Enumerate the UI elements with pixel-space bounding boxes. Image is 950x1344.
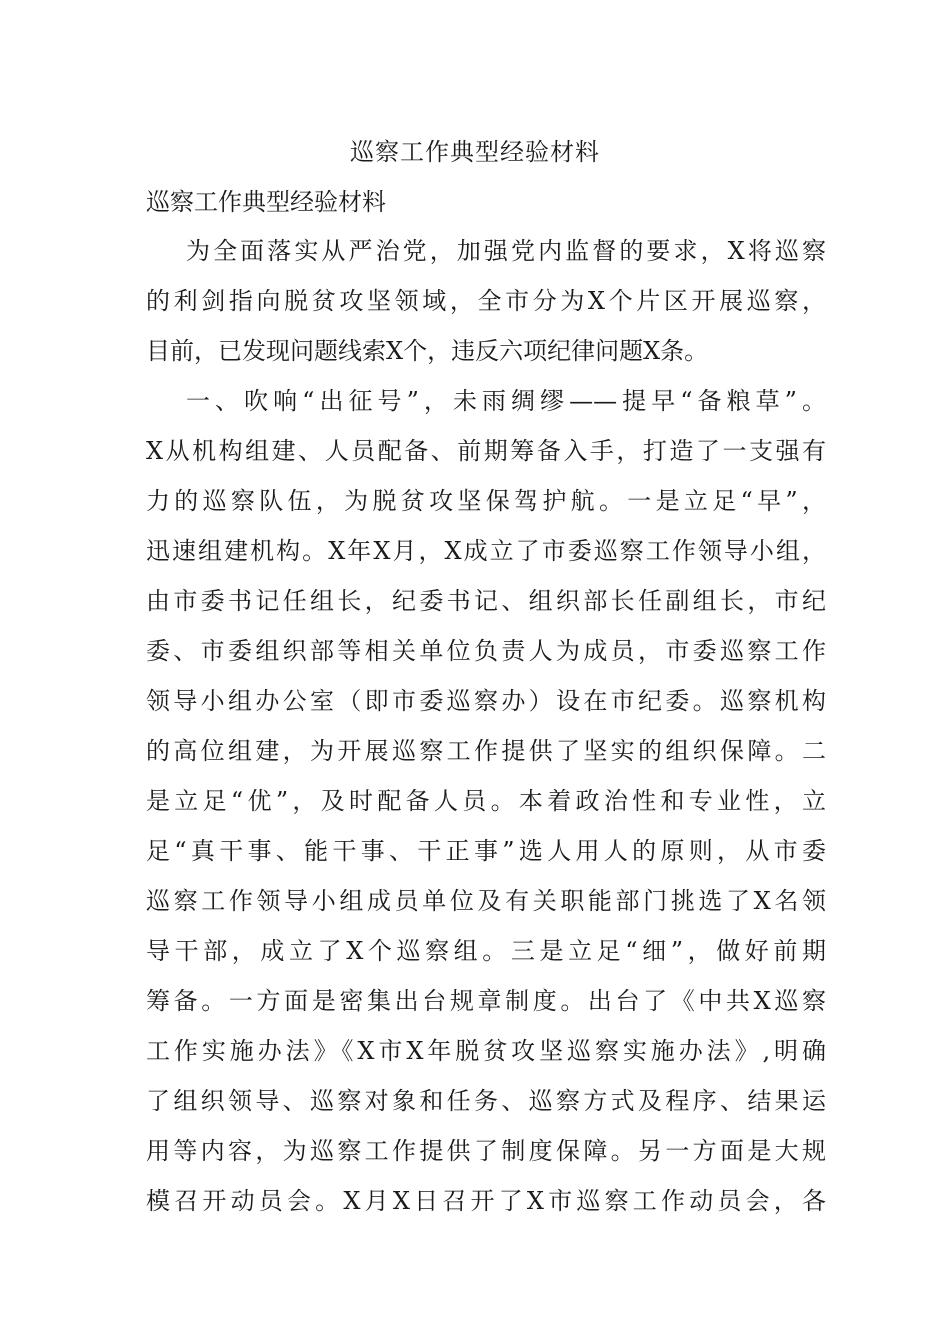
text-line: 足“真干事、能干事、干正事”选人用人的原则，从市委 xyxy=(146,837,826,865)
text-line: 模召开动员会。X月X日召开了X市巡察工作动员会，各 xyxy=(146,1187,826,1215)
text-line: 力的巡察队伍，为脱贫攻坚保驾护航。一是立足“早”， xyxy=(146,487,826,515)
text-line: 一、吹响“出征号”，未雨绸缪——提早“备粮草”。 xyxy=(186,387,826,415)
text-line: 为全面落实从严治党，加强党内监督的要求，X将巡察 xyxy=(186,237,826,265)
text-line: 迅速组建机构。X年X月，X成立了市委巡察工作领导小组， xyxy=(146,537,826,565)
text-line: 是立足“优”，及时配备人员。本着政治性和专业性，立 xyxy=(146,787,826,815)
text-line: 委、市委组织部等相关单位负责人为成员，市委巡察工作 xyxy=(146,637,826,665)
text-line: 的利剑指向脱贫攻坚领域，全市分为X个片区开展巡察， xyxy=(146,287,826,315)
text-line: 了组织领导、巡察对象和任务、巡察方式及程序、结果运 xyxy=(146,1087,826,1115)
text-line: 工作实施办法》《X市X年脱贫攻坚巡察实施办法》,明确 xyxy=(146,1037,826,1065)
document-title: 巡察工作典型经验材料 xyxy=(350,138,600,166)
document-body xyxy=(146,182,826,1231)
paragraph-section-one xyxy=(146,381,826,1231)
text-line: 目前，已发现问题线索X个，违反六项纪律问题X条。 xyxy=(146,337,709,365)
text-line: 用等内容，为巡察工作提供了制度保障。另一方面是大规 xyxy=(146,1137,826,1165)
document-subtitle: 巡察工作典型经验材料 xyxy=(146,188,386,216)
text-line: 巡察工作领导小组成员单位及有关职能部门挑选了X名领 xyxy=(146,887,826,915)
paragraph-intro xyxy=(146,231,826,381)
text-line: 筹备。一方面是密集出台规章制度。出台了《中共X巡察 xyxy=(146,987,826,1015)
text-line: 导干部，成立了X个巡察组。三是立足“细”，做好前期 xyxy=(146,937,826,965)
text-line: 由市委书记任组长，纪委书记、组织部长任副组长，市纪 xyxy=(146,587,826,615)
text-line: X从机构组建、人员配备、前期筹备入手，打造了一支强有 xyxy=(146,437,826,465)
text-line: 的高位组建，为开展巡察工作提供了坚实的组织保障。二 xyxy=(146,737,826,765)
text-line: 领导小组办公室（即市委巡察办）设在市纪委。巡察机构 xyxy=(146,687,826,715)
